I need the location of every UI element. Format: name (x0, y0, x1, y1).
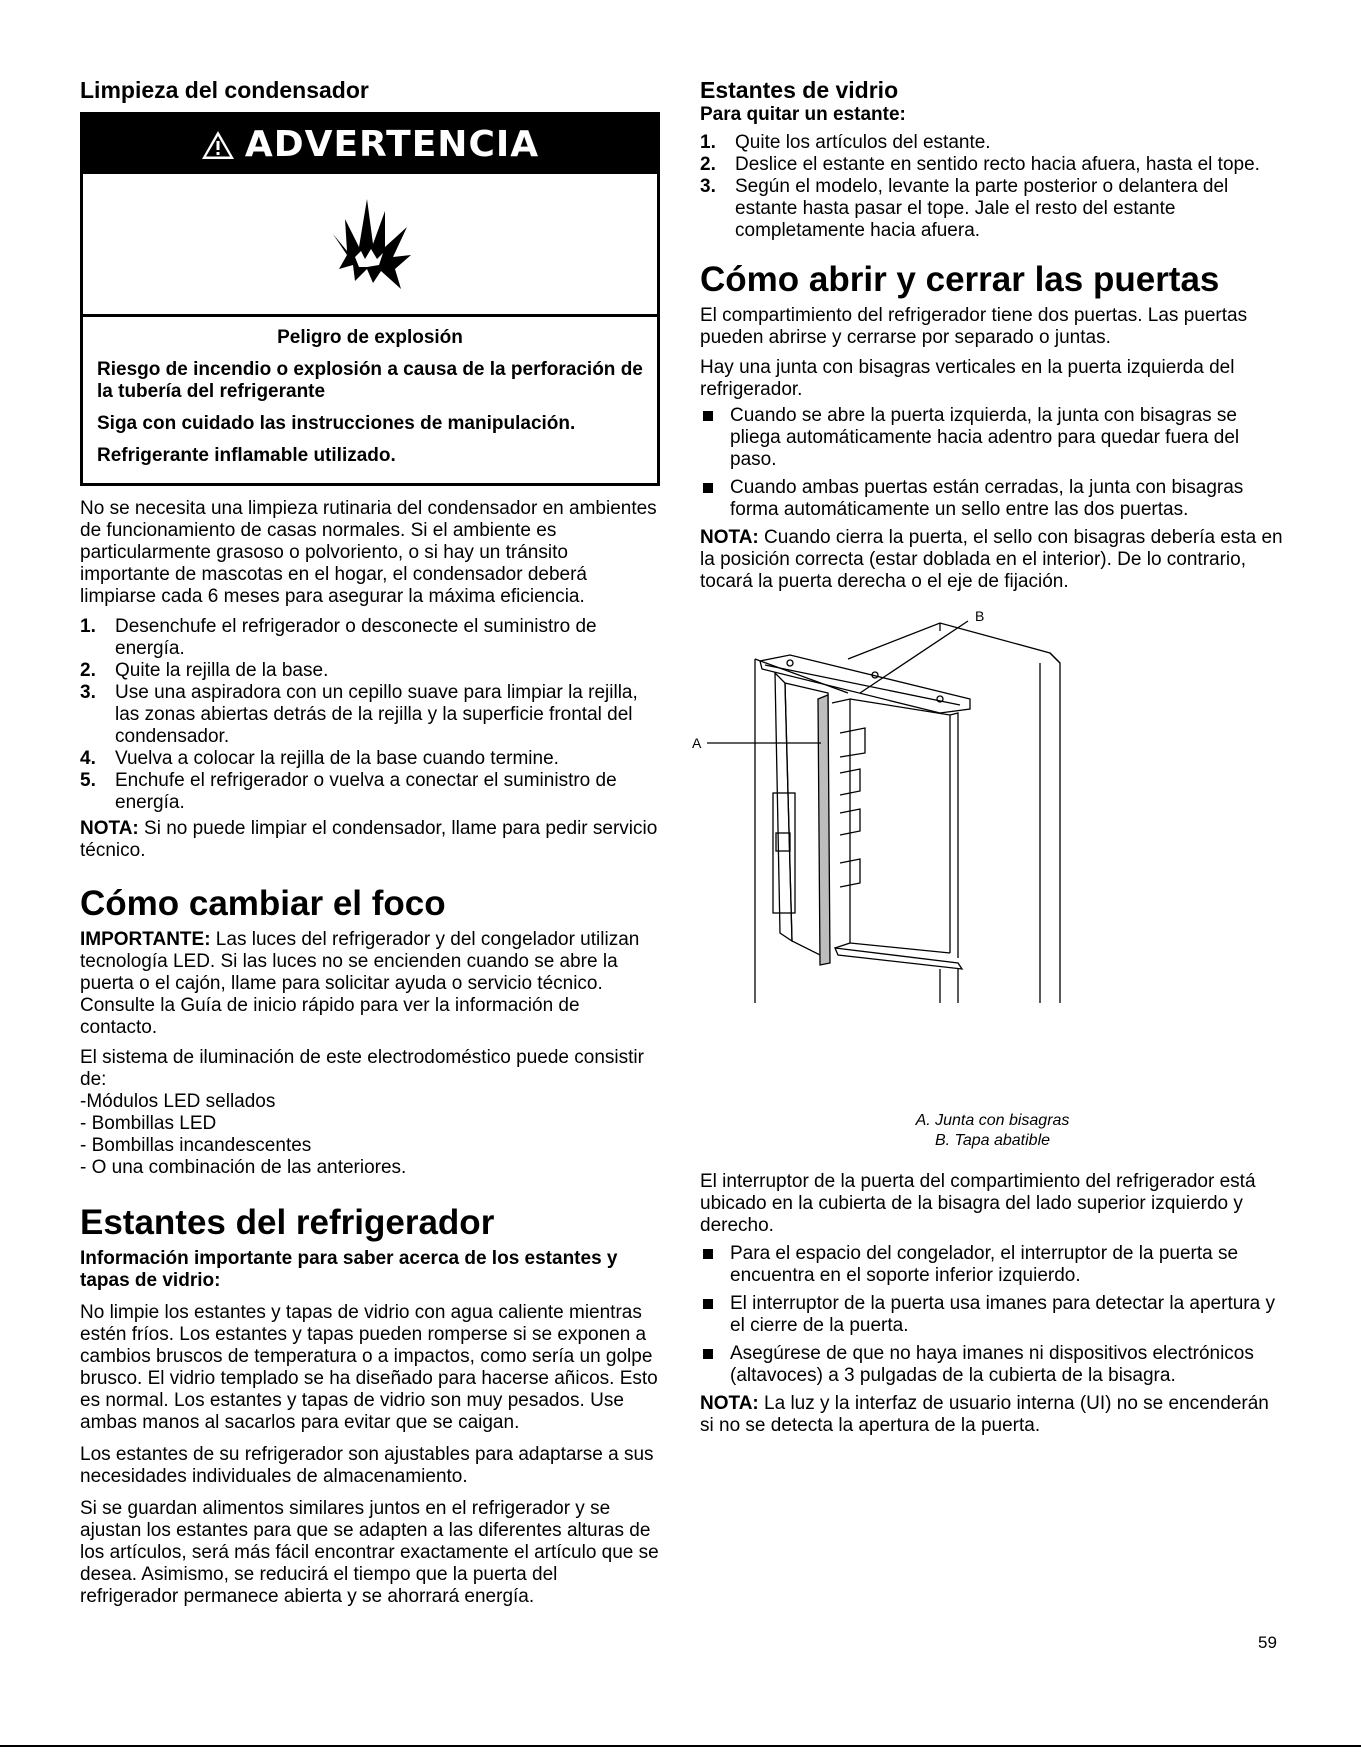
figure-label-b: B (975, 608, 985, 624)
warning-line-3: Siga con cuidado las instrucciones de manipulación. (97, 413, 576, 434)
bulb-item: - O una combinación de las anteriores. (80, 1157, 407, 1178)
square-bullet-icon (703, 483, 713, 493)
doors-paragraph: El compartimiento del refrigerador tiene dos puertas. Las puertas pueden abrirse y cerrarse por separado o juntas. (700, 305, 1248, 348)
doors-bullets (700, 405, 1285, 521)
square-bullet-icon (703, 1349, 713, 1359)
shelves-paragraph: No limpie los estantes y tapas de vidrio con agua caliente mientras estén fríos. Los estantes y tapas pueden romperse si se exponen a cambios bruscos de temperatura o a impactos, como sería un golpe brusco. El vidrio templado se ha diseñado para hacerse añicos. Esto es normal. Los estantes y tapas de vidrio son muy pesados. Use ambas manos al sacarlos para evitar que se caigan. (80, 1302, 658, 1433)
explosion-icon (315, 189, 425, 299)
list-item: 5. Enchufe el refrigerador o vuelva a conectar el suministro de energía. (80, 770, 617, 813)
list-item: 2. Quite la rejilla de la base. (80, 660, 329, 681)
list-item: Para el espacio del congelador, el interruptor de la puerta se encuentra en el soporte inferior izquierdo. (700, 1243, 1285, 1287)
warning-header (83, 115, 657, 174)
refrigerator-figure (692, 603, 1285, 1103)
warning-box (80, 112, 660, 486)
shelves-paragraph: Si se guardan alimentos similares juntos en el refrigerador y se ajustan los estantes para que se adapten a las diferentes alturas de los artículos, será más fácil encontrar exactamente el artículo que se desea. Asimismo, se reducirá el tiempo que la puerta del refrigerador permanece abierta y se ahorrará energía. (80, 1498, 659, 1607)
bulb-item: -Módulos LED sellados (80, 1091, 276, 1112)
square-bullet-icon (703, 411, 713, 421)
list-item: 1. Quite los artículos del estante. (700, 132, 991, 153)
square-bullet-icon (703, 1249, 713, 1259)
list-item: Cuando ambas puertas están cerradas, la junta con bisagras forma automáticamente un sello entre las dos puertas. (700, 477, 1285, 521)
list-item: Asegúrese de que no haya imanes ni dispositivos electrónicos (altavoces) a 3 pulgadas de la cubierta de la bisagra. (700, 1343, 1285, 1387)
list-item: Cuando se abre la puerta izquierda, la junta con bisagras se pliega automáticamente hacia adentro para quedar fuera del paso. (700, 405, 1285, 471)
list-item: 4. Vuelva a colocar la rejilla de la base cuando termine. (80, 748, 559, 769)
right-column (692, 76, 1285, 1445)
bulb-item: - Bombillas incandescentes (80, 1135, 312, 1156)
caption-a: A. Junta con bisagras (915, 1112, 1070, 1129)
doors-note: NOTA: Cuando cierra la puerta, el sello con bisagras debería esta en la posición correcta (estar doblada en el interior). De lo contrario, tocará la puerta derecha o el eje de fijación. (700, 527, 1283, 592)
list-item: 2. Deslice el estante en sentido recto hacia afuera, hasta el tope. (700, 154, 1260, 175)
condenser-heading: Limpieza del condensador (80, 77, 369, 103)
bottom-rule (0, 1745, 1361, 1747)
refrigerator-illustration (692, 603, 1285, 1103)
caption-b: B. Tapa abatible (934, 1132, 1051, 1149)
figure-label-a: A (692, 735, 702, 751)
bulb-item: - Bombillas LED (80, 1113, 217, 1134)
condenser-steps (80, 616, 660, 814)
switch-paragraph: El interruptor de la puerta del compartimiento del refrigerador está ubicado en la cubierta de la bisagra del lado superior izquierdo y derecho. (700, 1171, 1256, 1236)
condenser-intro: No se necesita una limpieza rutinaria del condensador en ambientes de funcionamiento de casas normales. Si el ambiente es particularmente grasoso o polvoriento, o si hay un tránsito importante de mascotas en el hogar, el condensador deberá limpiarse cada 6 meses para asegurar la máxima eficiencia. (80, 498, 657, 607)
page-number: 59 (1258, 1633, 1277, 1652)
warning-pictogram (83, 174, 657, 317)
shelves-paragraph: Los estantes de su refrigerador son ajustables para adaptarse a sus necesidades individuales de almacenamiento. (80, 1444, 654, 1487)
switch-note: NOTA: La luz y la interfaz de usuario interna (UI) no se encenderán si no se detecta la apertura de la puerta. (700, 1393, 1269, 1436)
list-item: 3. Use una aspiradora con un cepillo suave para limpiar la rejilla, las zonas abiertas detrás de la rejilla y la superficie frontal del condensador. (80, 682, 638, 747)
condenser-note: NOTA: Si no puede limpiar el condensador, llame para pedir servicio técnico. (80, 818, 658, 861)
list-item: 1. Desenchufe el refrigerador o desconecte el suministro de energía. (80, 616, 597, 659)
warning-line-2: Riesgo de incendio o explosión a causa de la perforación de la tubería del refrigerante (97, 359, 643, 402)
bulb-system: El sistema de iluminación de este electrodoméstico puede consistir de: (80, 1047, 644, 1090)
figure-caption (700, 1111, 1285, 1151)
list-item: El interruptor de la puerta usa imanes para detectar la apertura y el cierre de la puerta. (700, 1293, 1285, 1337)
glass-steps (700, 132, 1285, 242)
shelves-subheading: Información importante para saber acerca de los estantes y tapas de vidrio: (80, 1248, 618, 1291)
bulb-heading: Cómo cambiar el foco (80, 884, 446, 923)
warning-line-4: Refrigerante inflamable utilizado. (97, 445, 396, 466)
doors-paragraph: Hay una junta con bisagras verticales en la puerta izquierda del refrigerador. (700, 357, 1235, 400)
glass-heading: Estantes de vidrio (700, 77, 899, 103)
square-bullet-icon (703, 1299, 713, 1309)
switch-bullets (700, 1243, 1285, 1387)
list-item: 3. Según el modelo, levante la parte posterior o delantera del estante hasta pasar el tope. Jale el resto del estante completamente hacia afuera. (700, 176, 1229, 241)
warning-triangle-icon (201, 130, 235, 160)
warning-line-1: Peligro de explosión (277, 327, 463, 348)
bulb-important: IMPORTANTE: Las luces del refrigerador y del congelador utilizan tecnología LED. Si las luces no se encienden cuando se abre la puerta o el cajón, llame para solicitar ayuda o servicio técnico. Consulte la Guía de inicio rápido para ver la información de contacto. (80, 929, 640, 1038)
glass-subheading: Para quitar un estante: (700, 104, 906, 125)
warning-title: ADVERTENCIA (244, 123, 540, 165)
left-column (80, 76, 660, 1616)
doors-heading: Cómo abrir y cerrar las puertas (700, 260, 1220, 299)
shelves-heading: Estantes del refrigerador (80, 1203, 495, 1242)
